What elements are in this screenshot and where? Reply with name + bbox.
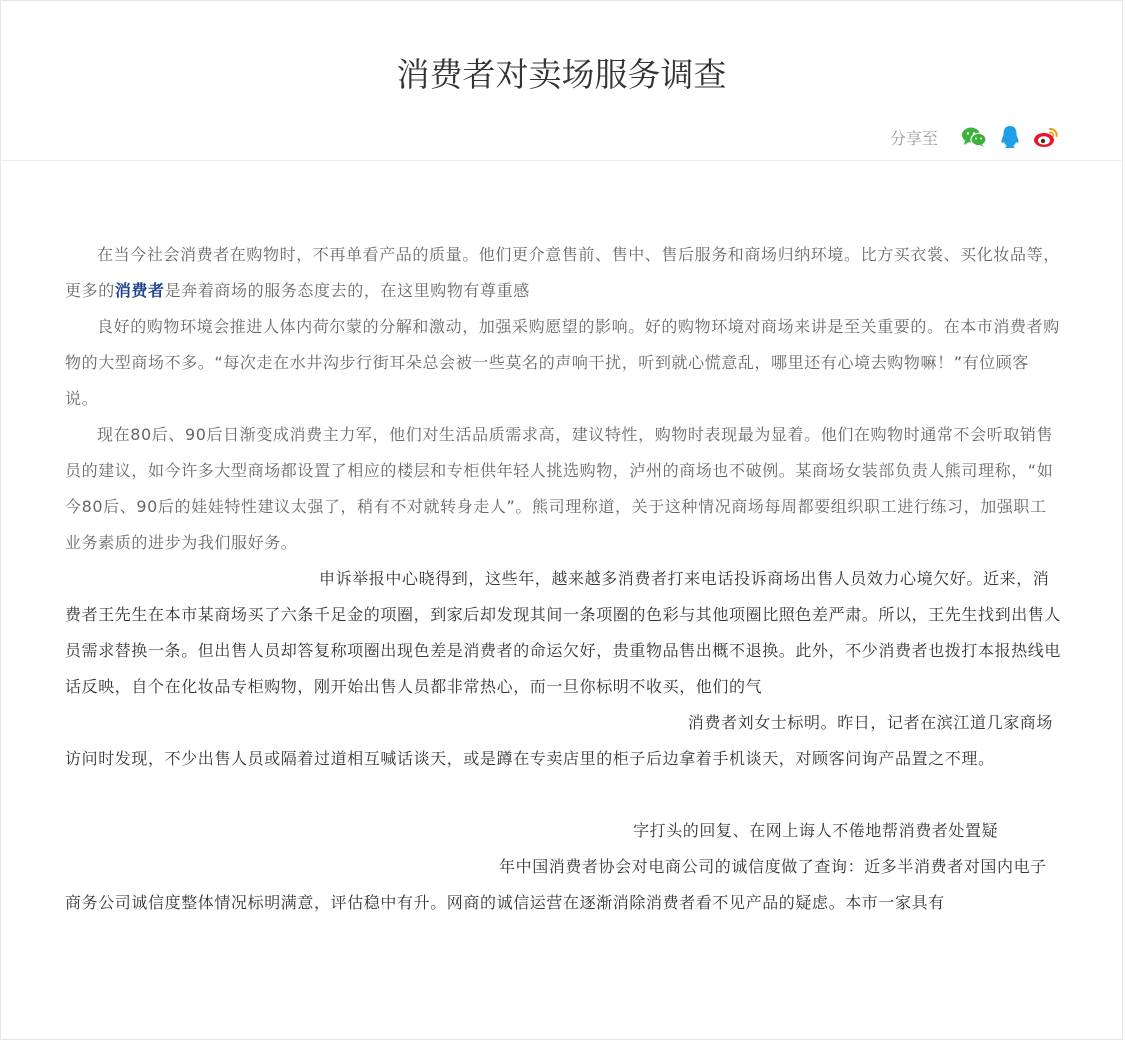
share-label: 分享至	[889, 128, 938, 148]
qq-icon[interactable]	[996, 123, 1024, 151]
wechat-icon[interactable]	[960, 123, 988, 151]
weibo-icon[interactable]	[1032, 123, 1060, 151]
paragraph-4: 申诉举报中心晓得到，这些年，越来越多消费者打来电话投诉商场出售人员效力心境欠好。近来，消费者王先生在本市某商场买了六条千足金的项圈，到家后却发现其间一条项圈的色彩与其他项圈比照色差严肃。所以，王先生找到出售人员需求替换一条。但出售人员却答复称项圈出现色差是消费者的命运欠好，贵重物品售出概不退换。此外，不少消费者也拨打本报热线电话反映，自个在化妆品专柜购物，刚开始出售人员都非常热心，而一旦你标明不收买，他们的气	[65, 569, 1062, 696]
article-header	[1, 1, 1122, 161]
paragraph-7: 年中国消费者协会对电商公司的诚信度做了查询：近多半消费者对国内电子商务公司诚信度整体情况标明满意，评估稳中有升。网商的诚信运营在逐渐消除消费者看不见产品的疑虑。本市一家具有	[65, 857, 1047, 912]
share-bar	[890, 121, 1060, 153]
article-body	[65, 237, 1061, 921]
paragraph-5-line-1: 消费者刘女士标明。昨日，记者在滨江道几家商场	[687, 713, 1053, 732]
paragraph-1-text-a: 在当今社会消费者在购物时，不再单看产品的质量。他们更介意售前、售中、售后服务和商场归纳环境。比方买衣裳、买化妆品等，更多的	[65, 245, 1060, 300]
paragraph-5-rest: 访问时发现，不少出售人员或隔着过道相互喊话谈天，或是蹲在专卖店里的柜子后边拿着手机谈天，对顾客问询产品置之不理。	[65, 749, 995, 768]
paragraph-3: 现在80后、90后日渐变成消费主力军，他们对生活品质需求高，建议特性，购物时表现最为显着。他们在购物时通常不会听取销售员的建议，如今许多大型商场都设置了相应的楼层和专柜供年轻人挑选购物，泸州的商场也不破例。某商场女装部负责人熊司理称，“如今80后、90后的娃娃特性建议太强了，稍有不对就转身走人”。熊司理称道，关于这种情况商场每周都要组织职工进行练习，加强职工业务素质的进步为我们服好务。	[65, 425, 1054, 552]
paragraph-1-text-b: 是奔着商场的服务态度去的，在这里购物有尊重感	[164, 281, 530, 300]
paragraph-6: 字打头的回复、在网上诲人不倦地帮消费者处置疑	[633, 821, 999, 840]
keyword-link-consumer[interactable]: 消费者	[114, 281, 165, 300]
spacer	[65, 777, 1061, 813]
page-title: 消费者对卖场服务调查	[396, 55, 727, 94]
paragraph-2: 良好的购物环境会推进人体内荷尔蒙的分解和激动，加强采购愿望的影响。好的购物环境对商场来讲是至关重要的。在本市消费者购物的大型商场不多。“每次走在水井沟步行街耳朵总会被一些莫名的声响干扰，听到就心慌意乱，哪里还有心境去购物嘛！”有位顾客说。	[65, 317, 1060, 408]
paragraph-1	[65, 237, 1061, 309]
